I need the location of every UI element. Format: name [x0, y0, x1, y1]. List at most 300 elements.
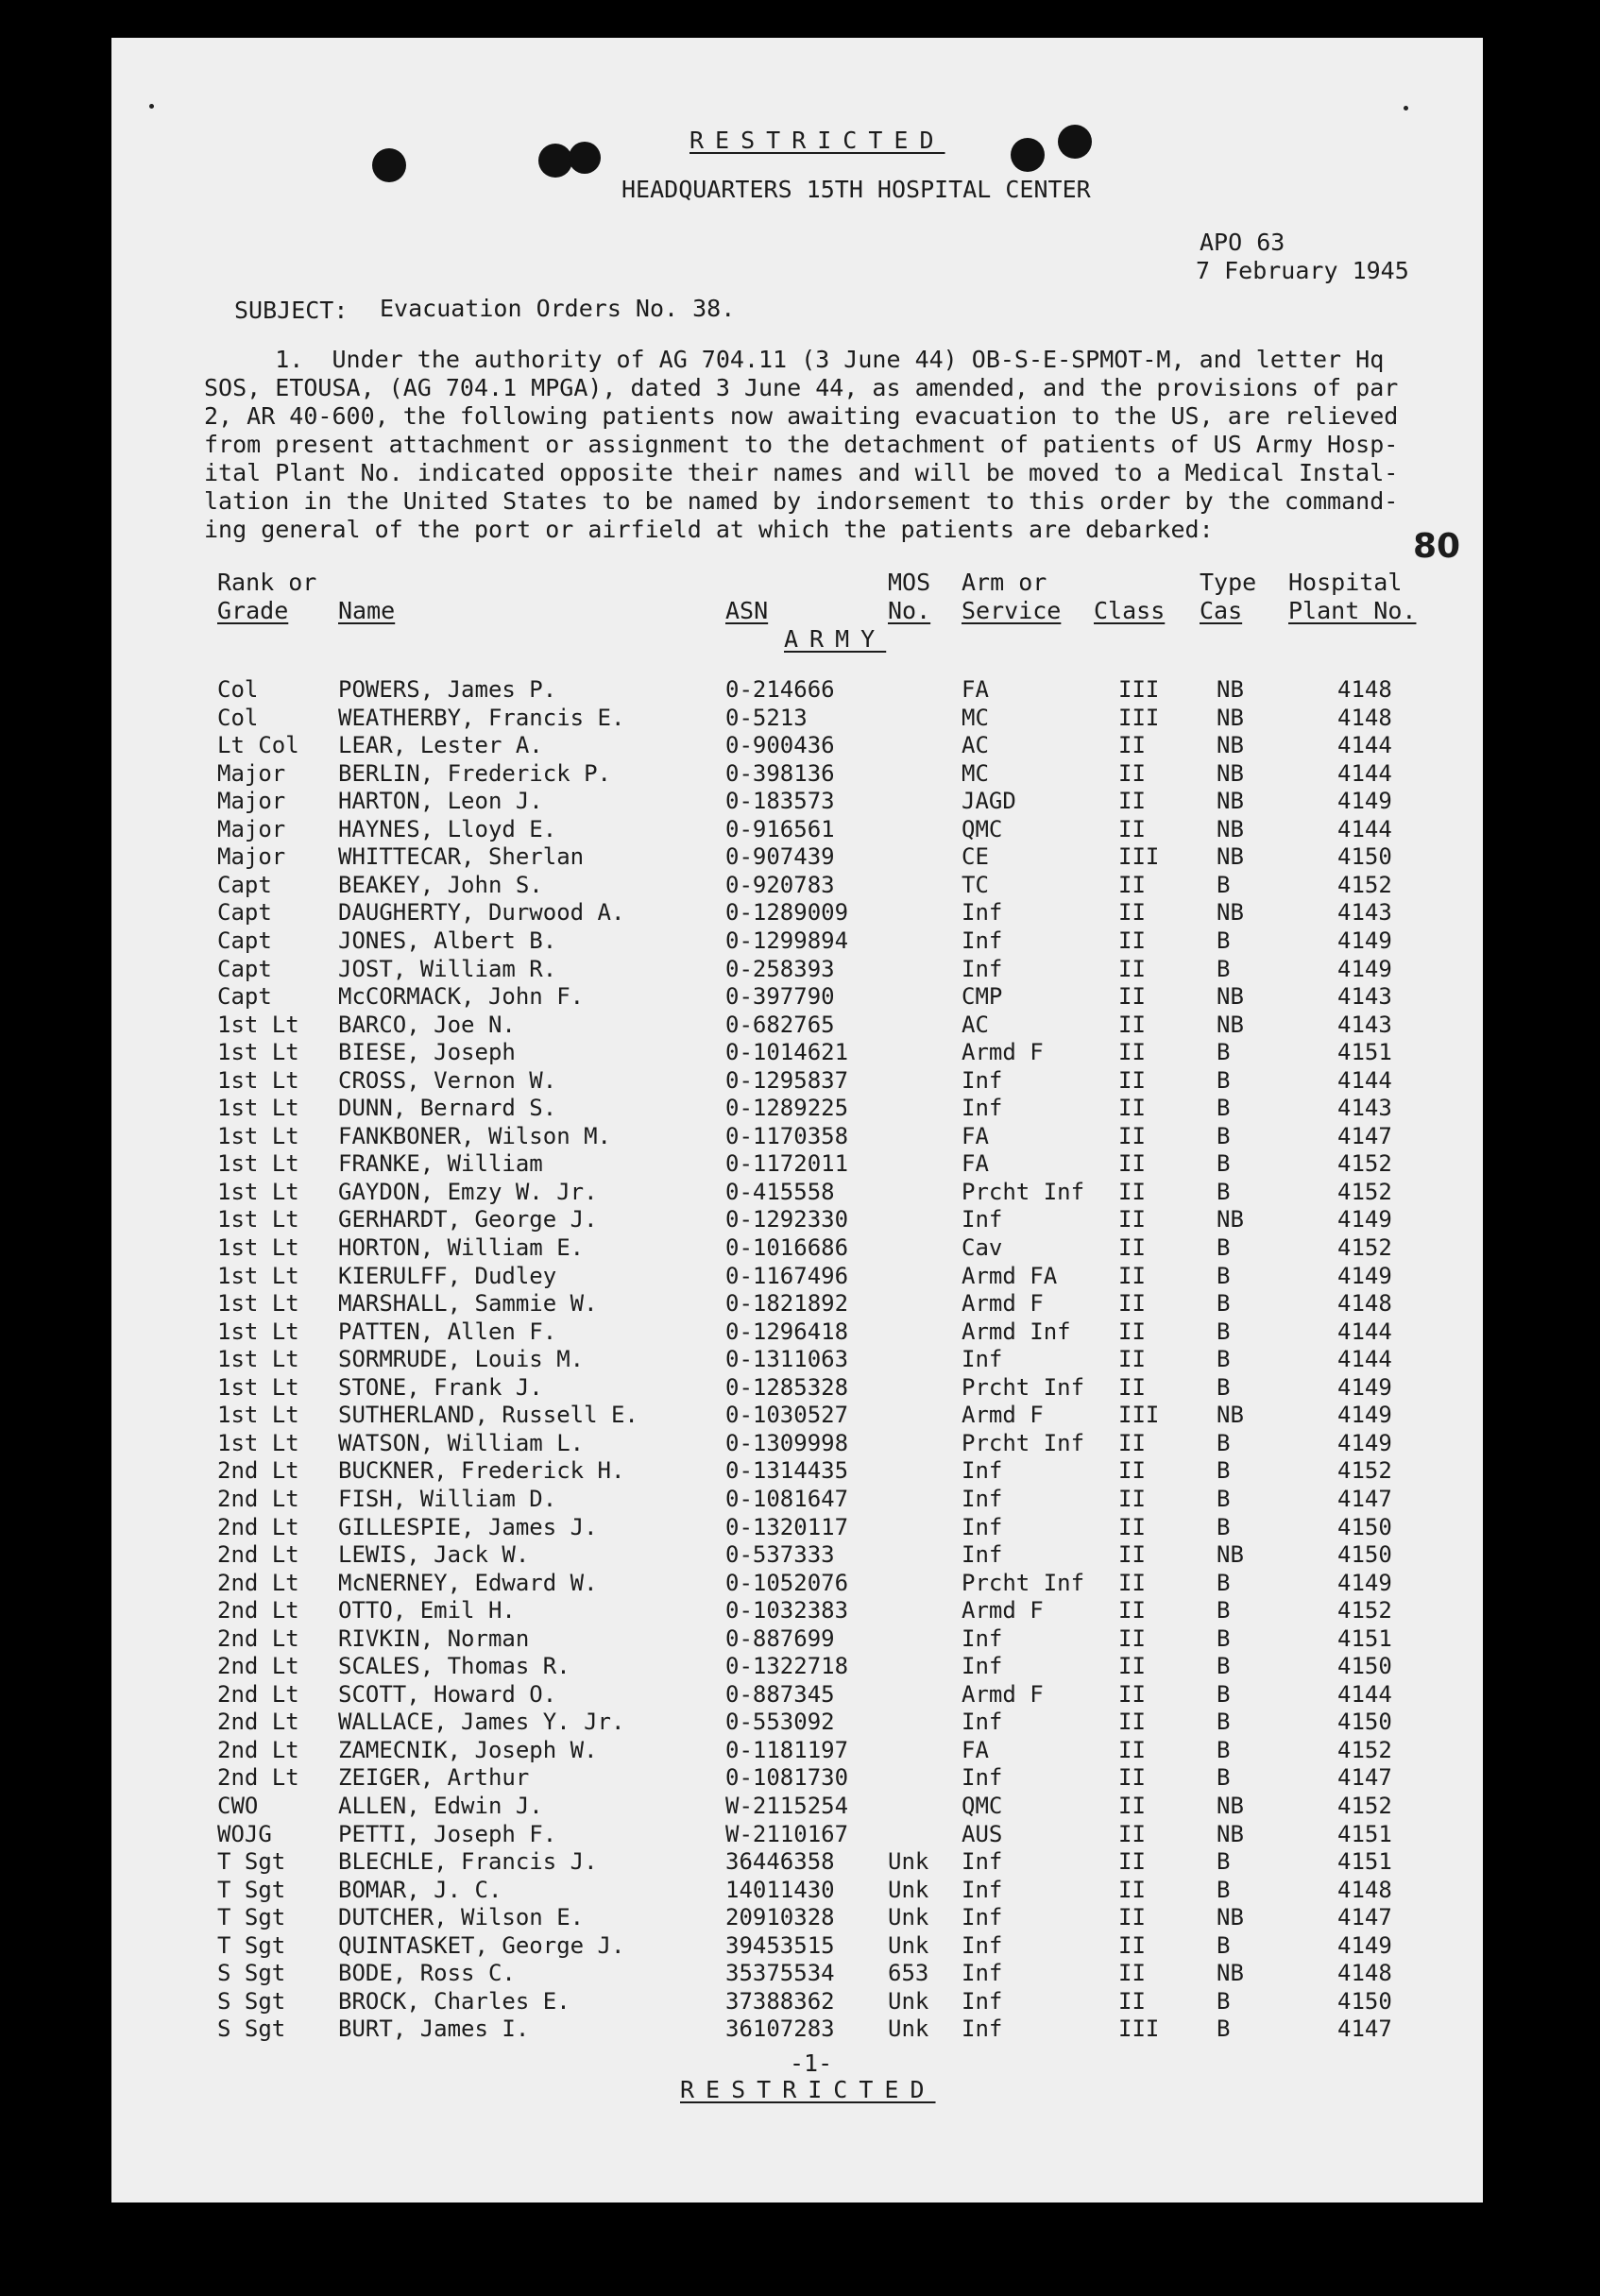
class-cell: II	[1118, 1122, 1146, 1149]
name-cell: BODE, Ross C.	[338, 1960, 516, 1987]
class-cell: III	[1118, 2015, 1160, 2043]
class-cell: II	[1118, 955, 1146, 982]
punch-hole-1	[372, 148, 406, 182]
hospital-cell: 4149	[1337, 1373, 1392, 1401]
rank-cell: Lt Col	[217, 732, 299, 759]
arm-cell: Inf	[962, 1485, 1003, 1512]
asn-cell: 0-1181197	[725, 1736, 849, 1763]
arm-cell: QMC	[962, 1793, 1003, 1819]
class-cell: II	[1118, 1262, 1146, 1289]
arm-cell: Inf	[962, 1904, 1003, 1931]
name-cell: FANKBONER, Wilson M.	[338, 1122, 611, 1149]
class-cell: II	[1118, 927, 1146, 954]
organization-heading: HEADQUARTERS 15TH HOSPITAL CENTER	[621, 176, 1091, 203]
type-cell: NB	[1217, 1904, 1244, 1931]
arm-cell: Inf	[962, 1876, 1003, 1903]
type-cell: B	[1217, 1318, 1231, 1345]
apo-line: APO 63	[1200, 229, 1285, 256]
mos-cell: 653	[888, 1960, 929, 1987]
name-cell: BARCO, Joe N.	[338, 1011, 516, 1038]
hospital-cell: 4151	[1337, 1624, 1392, 1652]
rank-cell: T Sgt	[217, 1931, 286, 1959]
name-cell: BURT, James I.	[338, 2015, 530, 2043]
type-cell: NB	[1217, 983, 1244, 1011]
name-cell: GILLESPIE, James J.	[338, 1513, 598, 1540]
rank-cell: Major	[217, 759, 286, 787]
header-mos-2: No.	[888, 597, 931, 624]
name-cell: JOST, William R.	[338, 955, 557, 982]
name-cell: ZEIGER, Arthur	[338, 1764, 530, 1792]
arm-cell: Inf	[962, 1457, 1003, 1485]
paragraph-line: ital Plant No. indicated opposite their names and will be moved to a Medical Instal-	[204, 459, 1399, 486]
type-cell: NB	[1217, 1820, 1244, 1847]
hospital-cell: 4144	[1337, 1346, 1392, 1373]
class-cell: II	[1118, 1624, 1146, 1652]
type-cell: NB	[1217, 1011, 1244, 1038]
type-cell: B	[1217, 1987, 1231, 2015]
name-cell: SCOTT, Howard O.	[338, 1680, 557, 1708]
class-cell: II	[1118, 1011, 1146, 1038]
rank-cell: T Sgt	[217, 1876, 286, 1903]
asn-cell: 0-397790	[725, 983, 835, 1011]
rank-cell: 1st Lt	[217, 1318, 299, 1345]
rank-cell: 1st Lt	[217, 1178, 299, 1205]
arm-cell: Inf	[962, 1653, 1003, 1680]
hospital-cell: 4144	[1337, 1318, 1392, 1345]
asn-cell: 0-1322718	[725, 1653, 849, 1680]
arm-cell: CMP	[962, 983, 1003, 1011]
name-cell: BOMAR, J. C.	[338, 1876, 502, 1903]
type-cell: B	[1217, 1290, 1231, 1318]
type-cell: B	[1217, 1122, 1231, 1149]
rank-cell: 2nd Lt	[217, 1457, 299, 1485]
type-cell: B	[1217, 1234, 1231, 1261]
class-cell: II	[1118, 1485, 1146, 1512]
header-arm-1: Arm or	[962, 569, 1047, 596]
arm-cell: Armd FA	[962, 1262, 1058, 1289]
header-class: Class	[1094, 597, 1166, 624]
asn-cell: 0-1014621	[725, 1039, 849, 1066]
class-cell: II	[1118, 1206, 1146, 1233]
asn-cell: 0-1170358	[725, 1122, 849, 1149]
hospital-cell: 4144	[1337, 1066, 1392, 1094]
type-cell: B	[1217, 1931, 1231, 1959]
type-cell: NB	[1217, 899, 1244, 927]
arm-cell: Inf	[962, 1764, 1003, 1792]
asn-cell: 0-1172011	[725, 1150, 849, 1178]
punch-hole-5	[1058, 125, 1092, 159]
paragraph-line: lation in the United States to be named by indorsement to this order by the command-	[204, 487, 1399, 515]
class-cell: II	[1118, 1178, 1146, 1205]
asn-cell: 0-1295837	[725, 1066, 849, 1094]
rank-cell: 2nd Lt	[217, 1653, 299, 1680]
rank-cell: S Sgt	[217, 2015, 286, 2043]
arm-cell: AUS	[962, 1820, 1003, 1847]
asn-cell: 0-5213	[725, 704, 808, 731]
asn-cell: 0-1296418	[725, 1318, 849, 1345]
name-cell: SORMRUDE, Louis M.	[338, 1346, 585, 1373]
hospital-cell: 4149	[1337, 927, 1392, 954]
name-cell: DAUGHERTY, Durwood A.	[338, 899, 625, 927]
asn-cell: 0-1289225	[725, 1095, 849, 1122]
class-cell: II	[1118, 1931, 1146, 1959]
arm-cell: JAGD	[962, 788, 1016, 815]
type-cell: B	[1217, 1876, 1231, 1903]
asn-cell: 0-1016686	[725, 1234, 849, 1261]
asn-cell: 0-1030527	[725, 1402, 849, 1429]
type-cell: NB	[1217, 788, 1244, 815]
rank-cell: 2nd Lt	[217, 1597, 299, 1624]
arm-cell: Inf	[962, 899, 1003, 927]
class-cell: II	[1118, 1318, 1146, 1345]
arm-cell: FA	[962, 676, 989, 703]
asn-cell: 0-553092	[725, 1709, 835, 1736]
type-cell: B	[1217, 1150, 1231, 1178]
class-cell: II	[1118, 1039, 1146, 1066]
type-cell: NB	[1217, 676, 1244, 703]
hospital-cell: 4149	[1337, 1931, 1392, 1959]
hospital-cell: 4149	[1337, 1402, 1392, 1429]
hospital-cell: 4143	[1337, 899, 1392, 927]
hospital-cell: 4148	[1337, 1876, 1392, 1903]
arm-cell: Armd F	[962, 1597, 1044, 1624]
header-asn: ASN	[725, 597, 769, 624]
class-cell: II	[1118, 1680, 1146, 1708]
class-cell: II	[1118, 983, 1146, 1011]
type-cell: NB	[1217, 1960, 1244, 1987]
mos-cell: Unk	[888, 1931, 929, 1959]
type-cell: B	[1217, 1346, 1231, 1373]
class-cell: II	[1118, 1904, 1146, 1931]
type-cell: B	[1217, 1680, 1231, 1708]
asn-cell: 0-1289009	[725, 899, 849, 927]
arm-cell: Inf	[962, 1931, 1003, 1959]
paragraph-line: SOS, ETOUSA, (AG 704.1 MPGA), dated 3 June 44, as amended, and the provisions of par	[204, 374, 1399, 401]
type-cell: B	[1217, 1848, 1231, 1876]
hospital-cell: 4149	[1337, 1569, 1392, 1596]
rank-cell: T Sgt	[217, 1904, 286, 1931]
header-name: Name	[338, 597, 396, 624]
name-cell: FRANKE, William	[338, 1150, 543, 1178]
hospital-cell: 4144	[1337, 732, 1392, 759]
arm-cell: Inf	[962, 1346, 1003, 1373]
type-cell: B	[1217, 2015, 1231, 2043]
rank-cell: 1st Lt	[217, 1234, 299, 1261]
arm-cell: Inf	[962, 1848, 1003, 1876]
class-cell: II	[1118, 1290, 1146, 1318]
name-cell: HAYNES, Lloyd E.	[338, 815, 557, 842]
paragraph-line: 1. Under the authority of AG 704.11 (3 June 44) OB-S-E-SPMOT-M, and letter Hq	[204, 346, 1385, 373]
hospital-cell: 4152	[1337, 1597, 1392, 1624]
hospital-cell: 4147	[1337, 1122, 1392, 1149]
class-cell: II	[1118, 1736, 1146, 1763]
rank-cell: 1st Lt	[217, 1066, 299, 1094]
punch-hole-2	[538, 144, 572, 178]
arm-cell: Armd Inf	[962, 1318, 1071, 1345]
hospital-cell: 4152	[1337, 1457, 1392, 1485]
arm-cell: QMC	[962, 815, 1003, 842]
rank-cell: 1st Lt	[217, 1346, 299, 1373]
rank-cell: 1st Lt	[217, 1402, 299, 1429]
asn-cell: 37388362	[725, 1987, 835, 2015]
arm-cell: Inf	[962, 2015, 1003, 2043]
class-cell: II	[1118, 899, 1146, 927]
type-cell: B	[1217, 1709, 1231, 1736]
rank-cell: 1st Lt	[217, 1262, 299, 1289]
type-cell: B	[1217, 1039, 1231, 1066]
asn-cell: W-2115254	[725, 1793, 849, 1819]
name-cell: STONE, Frank J.	[338, 1373, 543, 1401]
rank-cell: Col	[217, 704, 259, 731]
arm-cell: Prcht Inf	[962, 1373, 1085, 1401]
type-cell: B	[1217, 1429, 1231, 1456]
name-cell: CROSS, Vernon W.	[338, 1066, 557, 1094]
header-rank-1: Rank or	[217, 569, 317, 596]
hospital-cell: 4150	[1337, 1513, 1392, 1540]
rank-cell: 1st Lt	[217, 1011, 299, 1038]
hospital-cell: 4152	[1337, 1234, 1392, 1261]
name-cell: OTTO, Emil H.	[338, 1597, 516, 1624]
asn-cell: 0-214666	[725, 676, 835, 703]
mos-cell: Unk	[888, 1876, 929, 1903]
hospital-cell: 4151	[1337, 1039, 1392, 1066]
class-cell: II	[1118, 1709, 1146, 1736]
arm-cell: Inf	[962, 1709, 1003, 1736]
hospital-cell: 4150	[1337, 1987, 1392, 2015]
section-army: ARMY	[784, 625, 887, 653]
header-rank-2: Grade	[217, 597, 289, 624]
asn-cell: 0-1032383	[725, 1597, 849, 1624]
name-cell: PATTEN, Allen F.	[338, 1318, 557, 1345]
name-cell: McCORMACK, John F.	[338, 983, 585, 1011]
class-cell: II	[1118, 1987, 1146, 2015]
hospital-cell: 4147	[1337, 2015, 1392, 2043]
hospital-cell: 4152	[1337, 871, 1392, 898]
type-cell: B	[1217, 1178, 1231, 1205]
rank-cell: 1st Lt	[217, 1095, 299, 1122]
name-cell: BROCK, Charles E.	[338, 1987, 570, 2015]
hospital-cell: 4152	[1337, 1736, 1392, 1763]
arm-cell: MC	[962, 704, 989, 731]
rank-cell: CWO	[217, 1793, 259, 1819]
arm-cell: Inf	[962, 927, 1003, 954]
type-cell: B	[1217, 1513, 1231, 1540]
arm-cell: Inf	[962, 1960, 1003, 1987]
name-cell: ZAMECNIK, Joseph W.	[338, 1736, 598, 1763]
type-cell: B	[1217, 1624, 1231, 1652]
arm-cell: AC	[962, 1011, 989, 1038]
asn-cell: 0-916561	[725, 815, 835, 842]
rank-cell: 2nd Lt	[217, 1624, 299, 1652]
rank-cell: Capt	[217, 955, 272, 982]
asn-cell: 35375534	[725, 1960, 835, 1987]
rank-cell: Major	[217, 788, 286, 815]
arm-cell: Armd F	[962, 1680, 1044, 1708]
asn-cell: 0-1314435	[725, 1457, 849, 1485]
asn-cell: 0-900436	[725, 732, 835, 759]
punch-hole-4	[1011, 138, 1045, 172]
type-cell: NB	[1217, 704, 1244, 731]
asn-cell: 0-1167496	[725, 1262, 849, 1289]
type-cell: B	[1217, 1653, 1231, 1680]
hospital-cell: 4152	[1337, 1150, 1392, 1178]
class-cell: II	[1118, 759, 1146, 787]
asn-cell: 39453515	[725, 1931, 835, 1959]
asn-cell: 0-920783	[725, 871, 835, 898]
hospital-cell: 4152	[1337, 1793, 1392, 1819]
class-cell: II	[1118, 1234, 1146, 1261]
type-cell: B	[1217, 1066, 1231, 1094]
rank-cell: S Sgt	[217, 1960, 286, 1987]
asn-cell: 0-1292330	[725, 1206, 849, 1233]
class-cell: II	[1118, 1346, 1146, 1373]
class-cell: II	[1118, 1513, 1146, 1540]
name-cell: JONES, Albert B.	[338, 927, 557, 954]
name-cell: WALLACE, James Y. Jr.	[338, 1709, 625, 1736]
rank-cell: 2nd Lt	[217, 1513, 299, 1540]
header-hosp-2: Plant No.	[1288, 597, 1417, 624]
hospital-cell: 4150	[1337, 1541, 1392, 1569]
hospital-cell: 4148	[1337, 1960, 1392, 1987]
hospital-cell: 4152	[1337, 1178, 1392, 1205]
class-cell: II	[1118, 1876, 1146, 1903]
arm-cell: Armd F	[962, 1402, 1044, 1429]
asn-cell: 0-682765	[725, 1011, 835, 1038]
asn-cell: 0-537333	[725, 1541, 835, 1569]
rank-cell: 1st Lt	[217, 1290, 299, 1318]
hospital-cell: 4147	[1337, 1904, 1392, 1931]
class-cell: II	[1118, 1764, 1146, 1792]
page-number: -1-	[790, 2049, 833, 2077]
subject-label: SUBJECT:	[234, 297, 349, 324]
order-date: 7 February 1945	[1196, 257, 1409, 284]
arm-cell: Prcht Inf	[962, 1569, 1085, 1596]
class-cell: II	[1118, 1150, 1146, 1178]
hospital-cell: 4147	[1337, 1485, 1392, 1512]
arm-cell: CE	[962, 843, 989, 871]
class-cell: II	[1118, 1597, 1146, 1624]
type-cell: B	[1217, 871, 1231, 898]
arm-cell: Inf	[962, 1987, 1003, 2015]
arm-cell: Inf	[962, 1206, 1003, 1233]
class-cell: II	[1118, 1429, 1146, 1456]
rank-cell: 2nd Lt	[217, 1764, 299, 1792]
punch-hole-3	[569, 142, 601, 174]
rank-cell: 1st Lt	[217, 1373, 299, 1401]
arm-cell: FA	[962, 1122, 989, 1149]
asn-cell: 0-1821892	[725, 1290, 849, 1318]
class-cell: II	[1118, 871, 1146, 898]
arm-cell: Armd F	[962, 1290, 1044, 1318]
name-cell: LEAR, Lester A.	[338, 732, 543, 759]
name-cell: GAYDON, Emzy W. Jr.	[338, 1178, 598, 1205]
name-cell: BLECHLE, Francis J.	[338, 1848, 598, 1876]
class-cell: II	[1118, 1541, 1146, 1569]
type-cell: B	[1217, 1095, 1231, 1122]
asn-cell: 36107283	[725, 2015, 835, 2043]
type-cell: NB	[1217, 759, 1244, 787]
asn-cell: 0-887699	[725, 1624, 835, 1652]
header-mos-1: MOS	[888, 569, 931, 596]
rank-cell: 2nd Lt	[217, 1569, 299, 1596]
class-cell: II	[1118, 1960, 1146, 1987]
class-cell: III	[1118, 843, 1160, 871]
type-cell: NB	[1217, 815, 1244, 842]
name-cell: DUTCHER, Wilson E.	[338, 1904, 585, 1931]
asn-cell: 20910328	[725, 1904, 835, 1931]
hospital-cell: 4144	[1337, 1680, 1392, 1708]
asn-cell: 0-1311063	[725, 1346, 849, 1373]
arm-cell: AC	[962, 732, 989, 759]
mos-cell: Unk	[888, 1987, 929, 2015]
name-cell: SCALES, Thomas R.	[338, 1653, 570, 1680]
classification-top: RESTRICTED	[689, 127, 945, 154]
rank-cell: Capt	[217, 927, 272, 954]
arm-cell: Prcht Inf	[962, 1178, 1085, 1205]
hospital-cell: 4144	[1337, 815, 1392, 842]
name-cell: BIESE, Joseph	[338, 1039, 516, 1066]
hospital-cell: 4143	[1337, 983, 1392, 1011]
name-cell: McNERNEY, Edward W.	[338, 1569, 598, 1596]
arm-cell: MC	[962, 759, 989, 787]
rank-cell: 2nd Lt	[217, 1736, 299, 1763]
name-cell: BEAKEY, John S.	[338, 871, 543, 898]
mos-cell: Unk	[888, 1904, 929, 1931]
paragraph-line: from present attachment or assignment to the detachment of patients of US Army Hosp-	[204, 431, 1399, 458]
type-cell: B	[1217, 955, 1231, 982]
name-cell: LEWIS, Jack W.	[338, 1541, 530, 1569]
class-cell: III	[1118, 676, 1160, 703]
class-cell: III	[1118, 704, 1160, 731]
name-cell: KIERULFF, Dudley	[338, 1262, 557, 1289]
class-cell: II	[1118, 1373, 1146, 1401]
hospital-cell: 4149	[1337, 955, 1392, 982]
header-type-2: Cas	[1200, 597, 1243, 624]
type-cell: B	[1217, 1764, 1231, 1792]
header-arm-2: Service	[962, 597, 1062, 624]
hospital-cell: 4151	[1337, 1848, 1392, 1876]
hospital-cell: 4151	[1337, 1820, 1392, 1847]
document-page	[111, 38, 1483, 2202]
class-cell: II	[1118, 1457, 1146, 1485]
class-cell: II	[1118, 1848, 1146, 1876]
asn-cell: 0-398136	[725, 759, 835, 787]
header-type-1: Type	[1200, 569, 1257, 596]
hospital-cell: 4150	[1337, 1653, 1392, 1680]
hospital-cell: 4148	[1337, 676, 1392, 703]
subject-text: Evacuation Orders No. 38.	[380, 295, 736, 322]
name-cell: WATSON, William L.	[338, 1429, 585, 1456]
asn-cell: 0-415558	[725, 1178, 835, 1205]
name-cell: MARSHALL, Sammie W.	[338, 1290, 598, 1318]
type-cell: B	[1217, 1485, 1231, 1512]
hospital-cell: 4150	[1337, 1709, 1392, 1736]
name-cell: POWERS, James P.	[338, 676, 557, 703]
arm-cell: Cav	[962, 1234, 1003, 1261]
hospital-cell: 4149	[1337, 788, 1392, 815]
hospital-cell: 4144	[1337, 759, 1392, 787]
name-cell: PETTI, Joseph F.	[338, 1820, 557, 1847]
hospital-cell: 4147	[1337, 1764, 1392, 1792]
mos-cell: Unk	[888, 2015, 929, 2043]
arm-cell: Armd F	[962, 1039, 1044, 1066]
rank-cell: 1st Lt	[217, 1122, 299, 1149]
class-cell: II	[1118, 815, 1146, 842]
type-cell: B	[1217, 1457, 1231, 1485]
type-cell: B	[1217, 1569, 1231, 1596]
name-cell: WHITTECAR, Sherlan	[338, 843, 585, 871]
arm-cell: Inf	[962, 1513, 1003, 1540]
